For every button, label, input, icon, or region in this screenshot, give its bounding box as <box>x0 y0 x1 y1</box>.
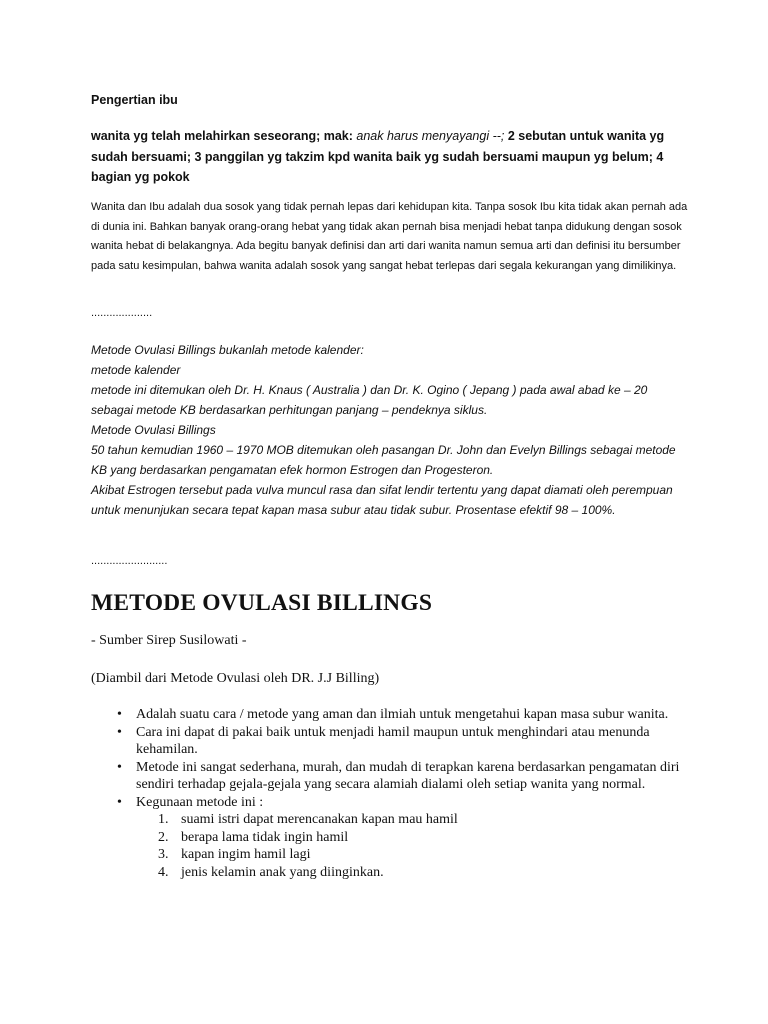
author-line: - Sumber Sirep Susilowati - <box>91 633 247 648</box>
bullet-icon: • <box>117 707 122 722</box>
source-line: (Diambil dari Metode Ovulasi oleh DR. J.J Billing) <box>91 671 380 686</box>
list-item <box>91 706 691 724</box>
bullet-list <box>91 706 691 881</box>
list-item <box>91 794 691 882</box>
numbered-item-text: kapan ingim hamil lagi <box>181 847 311 862</box>
note-line: Akibat Estrogen tersebut pada vulva muncul rasa dan sifat lendir tertentu yang dapat diamati oleh perempuan untuk menunjukan secara tepat kapan masa subur atau tidak subur. Prosentase efektif 98 – 100%. <box>91 483 673 517</box>
bullet-icon: • <box>117 724 122 740</box>
numbered-list <box>136 811 691 881</box>
numbered-item <box>91 829 691 847</box>
item-number: 3. <box>158 847 169 862</box>
item-number: 1. <box>158 812 169 827</box>
item-number: 4. <box>158 864 169 880</box>
definition-paragraph <box>91 126 691 188</box>
list-item <box>91 724 691 759</box>
list-item-text: Kegunaan metode ini : <box>136 794 264 810</box>
bullet-icon: • <box>117 794 122 810</box>
numbered-item <box>91 846 691 864</box>
numbered-item-text: suami istri dapat merencanakan kapan mau hamil <box>181 812 458 827</box>
numbered-item-text: jenis kelamin anak yang diinginkan. <box>181 864 384 880</box>
numbered-item <box>91 811 691 829</box>
definition-part-1: wanita yg telah melahirkan seseorang; mak: <box>91 129 357 143</box>
definition-part-3: 2 sebutan untuk wanita yg sudah bersuami; 3 panggilan yg takzim kpd wanita baik yg sudah bersuami maupun yg belum; 4 bagian yg pokok <box>91 129 665 184</box>
billings-notes <box>91 340 691 520</box>
note-line: 50 tahun kemudian 1960 – 1970 MOB ditemukan oleh pasangan Dr. John dan Evelyn Billings sebagai metode KB yang berdasarkan pengamatan efek hormon Estrogen dan Progesteron. <box>91 443 676 477</box>
list-item <box>91 759 691 794</box>
list-item-text: Metode ini sangat sederhana, murah, dan mudah di terapkan karena berdasarkan pengamatan diri sendiri terhadap gejala-gejala yang secara alamiah dialami oleh setiap wanita yang normal. <box>136 759 680 792</box>
separator-dots: ......................... <box>91 555 168 567</box>
section-heading: Pengertian ibu <box>91 93 178 107</box>
intro-paragraph: Wanita dan Ibu adalah dua sosok yang tidak pernah lepas dari kehidupan kita. Tanpa sosok Ibu kita tidak akan pernah ada di dunia ini. Bahkan banyak orang-orang hebat yang tidak akan pernah bisa menjadi hebat tanpa didukung dengan sosok wanita hebat di belakangnya. Ada begitu banyak definisi dan arti dari wanita namun semua arti dan definisi itu bersumber pada satu kesimpulan, bahwa wanita adalah sosok yang sangat hebat terlepas dari segala kekurangan yang dimilikinya. <box>91 201 688 272</box>
note-line: Metode Ovulasi Billings <box>91 423 216 437</box>
note-line: metode ini ditemukan oleh Dr. H. Knaus ( Australia ) dan Dr. K. Ogino ( Jepang ) pada awal abad ke – 20 sebagai metode KB berdasarkan perhitungan panjang – pendeknya siklus. <box>91 383 648 417</box>
bullet-icon: • <box>117 759 122 775</box>
numbered-item <box>91 864 691 882</box>
note-line: Metode Ovulasi Billings bukanlah metode kalender: <box>91 343 364 357</box>
page-title: METODE OVULASI BILLINGS <box>91 590 433 616</box>
item-number: 2. <box>158 829 169 845</box>
list-item-text: Cara ini dapat di pakai baik untuk menjadi hamil maupun untuk menghindari atau menunda kehamilan. <box>136 724 650 757</box>
definition-example: anak harus menyayangi --; <box>356 129 505 143</box>
separator-dots: .................... <box>91 307 153 319</box>
list-item-text: Adalah suatu cara / metode yang aman dan ilmiah untuk mengetahui kapan masa subur wanita. <box>136 707 669 722</box>
note-line: metode kalender <box>91 363 181 377</box>
numbered-item-text: berapa lama tidak ingin hamil <box>181 829 349 845</box>
